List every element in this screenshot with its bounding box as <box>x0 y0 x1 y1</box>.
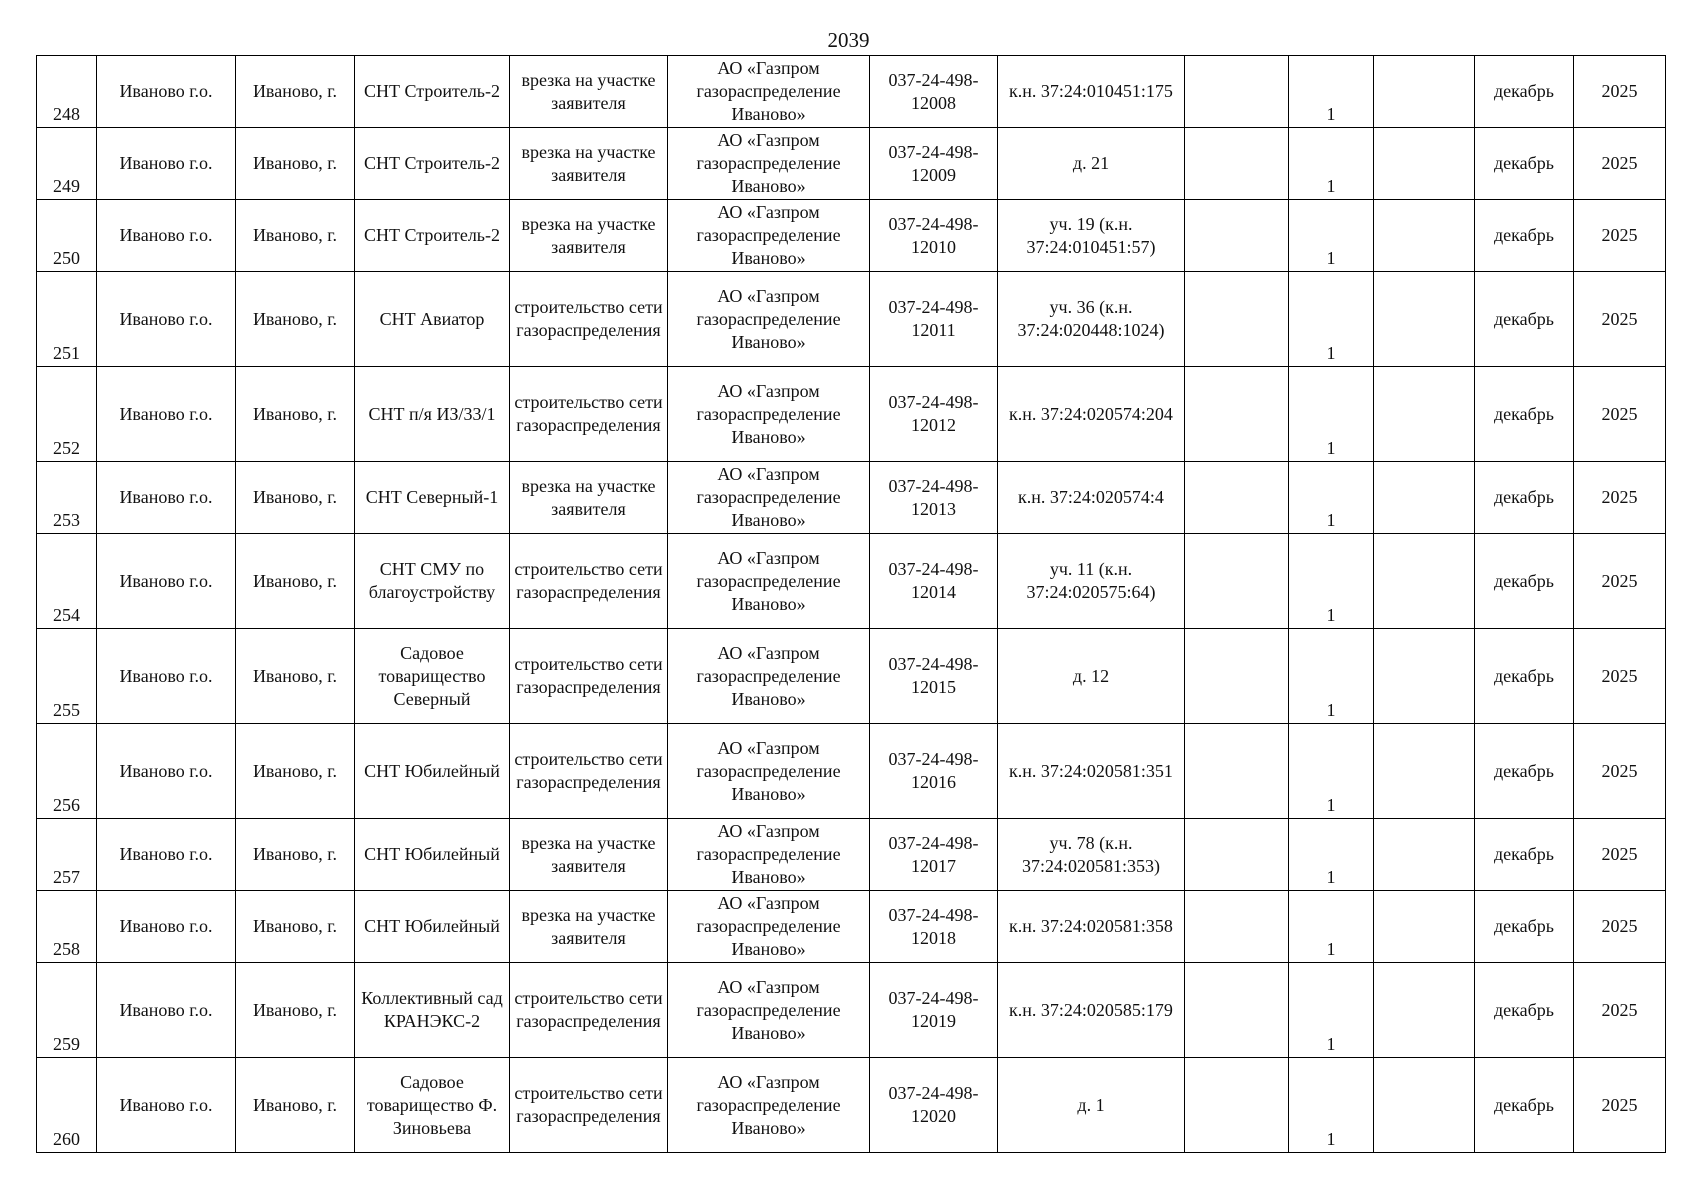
month-cell: декабрь <box>1475 1058 1574 1153</box>
empty-cell <box>1185 367 1289 462</box>
empty-cell <box>1185 534 1289 629</box>
empty-cell <box>1185 462 1289 534</box>
table-row <box>37 891 1666 963</box>
address-cell: к.н. 37:24:020574:204 <box>998 367 1185 462</box>
organization-cell: АО «Газпром газораспределение Иваново» <box>668 724 870 819</box>
district-cell: Иваново г.о. <box>97 56 236 128</box>
count-cell: 1 <box>1289 200 1374 272</box>
empty-cell <box>1185 200 1289 272</box>
settlement-cell: СНТ Авиатор <box>355 272 510 367</box>
year-cell: 2025 <box>1574 819 1666 891</box>
city-cell: Иваново, г. <box>236 128 355 200</box>
address-cell: д. 21 <box>998 128 1185 200</box>
empty-cell <box>1374 819 1475 891</box>
empty-cell <box>1374 963 1475 1058</box>
address-cell: уч. 78 (к.н. 37:24:020581:353) <box>998 819 1185 891</box>
row-number: 252 <box>37 367 97 462</box>
work-type-cell: врезка на участке заявителя <box>510 462 668 534</box>
empty-cell <box>1374 891 1475 963</box>
gasification-schedule-table <box>36 55 1666 1153</box>
settlement-cell: СНТ п/я ИЗ/33/1 <box>355 367 510 462</box>
organization-cell: АО «Газпром газораспределение Иваново» <box>668 891 870 963</box>
empty-cell <box>1185 56 1289 128</box>
count-cell: 1 <box>1289 629 1374 724</box>
work-type-cell: врезка на участке заявителя <box>510 819 668 891</box>
object-code-cell: 037-24-498-12018 <box>870 891 998 963</box>
address-cell: уч. 19 (к.н. 37:24:010451:57) <box>998 200 1185 272</box>
month-cell: декабрь <box>1475 200 1574 272</box>
work-type-cell: врезка на участке заявителя <box>510 200 668 272</box>
year-cell: 2025 <box>1574 1058 1666 1153</box>
row-number: 254 <box>37 534 97 629</box>
month-cell: декабрь <box>1475 128 1574 200</box>
row-number: 259 <box>37 963 97 1058</box>
settlement-cell: Садовое товарищество Северный <box>355 629 510 724</box>
work-type-cell: строительство сети газораспределения <box>510 367 668 462</box>
city-cell: Иваново, г. <box>236 891 355 963</box>
empty-cell <box>1374 462 1475 534</box>
count-cell: 1 <box>1289 367 1374 462</box>
count-cell: 1 <box>1289 534 1374 629</box>
city-cell: Иваново, г. <box>236 724 355 819</box>
table-row <box>37 56 1666 128</box>
object-code-cell: 037-24-498-12012 <box>870 367 998 462</box>
settlement-cell: Коллективный сад КРАНЭКС-2 <box>355 963 510 1058</box>
work-type-cell: строительство сети газораспределения <box>510 963 668 1058</box>
empty-cell <box>1185 891 1289 963</box>
address-cell: к.н. 37:24:020581:358 <box>998 891 1185 963</box>
empty-cell <box>1185 1058 1289 1153</box>
month-cell: декабрь <box>1475 724 1574 819</box>
object-code-cell: 037-24-498-12010 <box>870 200 998 272</box>
district-cell: Иваново г.о. <box>97 367 236 462</box>
row-number: 253 <box>37 462 97 534</box>
address-cell: к.н. 37:24:020581:351 <box>998 724 1185 819</box>
count-cell: 1 <box>1289 56 1374 128</box>
count-cell: 1 <box>1289 1058 1374 1153</box>
district-cell: Иваново г.о. <box>97 462 236 534</box>
table-row <box>37 462 1666 534</box>
address-cell: к.н. 37:24:010451:175 <box>998 56 1185 128</box>
district-cell: Иваново г.о. <box>97 272 236 367</box>
settlement-cell: СНТ Юбилейный <box>355 891 510 963</box>
year-cell: 2025 <box>1574 724 1666 819</box>
count-cell: 1 <box>1289 963 1374 1058</box>
settlement-cell: СНТ Строитель-2 <box>355 128 510 200</box>
table-row <box>37 724 1666 819</box>
empty-cell <box>1374 534 1475 629</box>
object-code-cell: 037-24-498-12017 <box>870 819 998 891</box>
city-cell: Иваново, г. <box>236 629 355 724</box>
address-cell: к.н. 37:24:020574:4 <box>998 462 1185 534</box>
work-type-cell: строительство сети газораспределения <box>510 1058 668 1153</box>
address-cell: д. 1 <box>998 1058 1185 1153</box>
city-cell: Иваново, г. <box>236 200 355 272</box>
district-cell: Иваново г.о. <box>97 629 236 724</box>
organization-cell: АО «Газпром газораспределение Иваново» <box>668 963 870 1058</box>
object-code-cell: 037-24-498-12008 <box>870 56 998 128</box>
organization-cell: АО «Газпром газораспределение Иваново» <box>668 367 870 462</box>
work-type-cell: строительство сети газораспределения <box>510 724 668 819</box>
settlement-cell: СНТ Юбилейный <box>355 819 510 891</box>
year-cell: 2025 <box>1574 200 1666 272</box>
organization-cell: АО «Газпром газораспределение Иваново» <box>668 1058 870 1153</box>
year-cell: 2025 <box>1574 272 1666 367</box>
address-cell: уч. 36 (к.н. 37:24:020448:1024) <box>998 272 1185 367</box>
organization-cell: АО «Газпром газораспределение Иваново» <box>668 56 870 128</box>
count-cell: 1 <box>1289 819 1374 891</box>
city-cell: Иваново, г. <box>236 963 355 1058</box>
year-cell: 2025 <box>1574 963 1666 1058</box>
work-type-cell: строительство сети газораспределения <box>510 272 668 367</box>
object-code-cell: 037-24-498-12011 <box>870 272 998 367</box>
table-row <box>37 128 1666 200</box>
table-row <box>37 367 1666 462</box>
empty-cell <box>1374 272 1475 367</box>
row-number: 251 <box>37 272 97 367</box>
address-cell: к.н. 37:24:020585:179 <box>998 963 1185 1058</box>
month-cell: декабрь <box>1475 272 1574 367</box>
table-row <box>37 819 1666 891</box>
organization-cell: АО «Газпром газораспределение Иваново» <box>668 629 870 724</box>
district-cell: Иваново г.о. <box>97 891 236 963</box>
month-cell: декабрь <box>1475 819 1574 891</box>
district-cell: Иваново г.о. <box>97 724 236 819</box>
page-number: 2039 <box>827 28 870 52</box>
address-cell: уч. 11 (к.н. 37:24:020575:64) <box>998 534 1185 629</box>
month-cell: декабрь <box>1475 462 1574 534</box>
district-cell: Иваново г.о. <box>97 200 236 272</box>
table-row <box>37 200 1666 272</box>
object-code-cell: 037-24-498-12014 <box>870 534 998 629</box>
month-cell: декабрь <box>1475 963 1574 1058</box>
count-cell: 1 <box>1289 128 1374 200</box>
month-cell: декабрь <box>1475 629 1574 724</box>
organization-cell: АО «Газпром газораспределение Иваново» <box>668 462 870 534</box>
object-code-cell: 037-24-498-12015 <box>870 629 998 724</box>
empty-cell <box>1185 272 1289 367</box>
row-number: 258 <box>37 891 97 963</box>
row-number: 255 <box>37 629 97 724</box>
row-number: 248 <box>37 56 97 128</box>
empty-cell <box>1374 1058 1475 1153</box>
year-cell: 2025 <box>1574 891 1666 963</box>
organization-cell: АО «Газпром газораспределение Иваново» <box>668 534 870 629</box>
empty-cell <box>1374 367 1475 462</box>
year-cell: 2025 <box>1574 629 1666 724</box>
table-row <box>37 963 1666 1058</box>
year-cell: 2025 <box>1574 534 1666 629</box>
organization-cell: АО «Газпром газораспределение Иваново» <box>668 200 870 272</box>
city-cell: Иваново, г. <box>236 819 355 891</box>
empty-cell <box>1185 819 1289 891</box>
count-cell: 1 <box>1289 724 1374 819</box>
empty-cell <box>1374 128 1475 200</box>
settlement-cell: СНТ Северный-1 <box>355 462 510 534</box>
object-code-cell: 037-24-498-12020 <box>870 1058 998 1153</box>
settlement-cell: Садовое товарищество Ф. Зиновьева <box>355 1058 510 1153</box>
empty-cell <box>1374 200 1475 272</box>
count-cell: 1 <box>1289 891 1374 963</box>
work-type-cell: строительство сети газораспределения <box>510 534 668 629</box>
district-cell: Иваново г.о. <box>97 128 236 200</box>
settlement-cell: СНТ Строитель-2 <box>355 200 510 272</box>
district-cell: Иваново г.о. <box>97 963 236 1058</box>
row-number: 249 <box>37 128 97 200</box>
organization-cell: АО «Газпром газораспределение Иваново» <box>668 272 870 367</box>
count-cell: 1 <box>1289 462 1374 534</box>
empty-cell <box>1185 629 1289 724</box>
year-cell: 2025 <box>1574 462 1666 534</box>
year-cell: 2025 <box>1574 367 1666 462</box>
settlement-cell: СНТ Строитель-2 <box>355 56 510 128</box>
organization-cell: АО «Газпром газораспределение Иваново» <box>668 128 870 200</box>
empty-cell <box>1374 724 1475 819</box>
settlement-cell: СНТ СМУ по благоустройству <box>355 534 510 629</box>
row-number: 256 <box>37 724 97 819</box>
table-row <box>37 272 1666 367</box>
city-cell: Иваново, г. <box>236 534 355 629</box>
object-code-cell: 037-24-498-12016 <box>870 724 998 819</box>
count-cell: 1 <box>1289 272 1374 367</box>
object-code-cell: 037-24-498-12019 <box>870 963 998 1058</box>
address-cell: д. 12 <box>998 629 1185 724</box>
table-row <box>37 1058 1666 1153</box>
city-cell: Иваново, г. <box>236 1058 355 1153</box>
year-cell: 2025 <box>1574 128 1666 200</box>
district-cell: Иваново г.о. <box>97 534 236 629</box>
work-type-cell: строительство сети газораспределения <box>510 629 668 724</box>
object-code-cell: 037-24-498-12009 <box>870 128 998 200</box>
table-row <box>37 629 1666 724</box>
city-cell: Иваново, г. <box>236 367 355 462</box>
empty-cell <box>1185 963 1289 1058</box>
month-cell: декабрь <box>1475 891 1574 963</box>
empty-cell <box>1185 724 1289 819</box>
city-cell: Иваново, г. <box>236 272 355 367</box>
empty-cell <box>1185 128 1289 200</box>
object-code-cell: 037-24-498-12013 <box>870 462 998 534</box>
organization-cell: АО «Газпром газораспределение Иваново» <box>668 819 870 891</box>
city-cell: Иваново, г. <box>236 56 355 128</box>
row-number: 250 <box>37 200 97 272</box>
row-number: 260 <box>37 1058 97 1153</box>
work-type-cell: врезка на участке заявителя <box>510 56 668 128</box>
year-cell: 2025 <box>1574 56 1666 128</box>
empty-cell <box>1374 56 1475 128</box>
empty-cell <box>1374 629 1475 724</box>
row-number: 257 <box>37 819 97 891</box>
settlement-cell: СНТ Юбилейный <box>355 724 510 819</box>
district-cell: Иваново г.о. <box>97 819 236 891</box>
table-row <box>37 534 1666 629</box>
district-cell: Иваново г.о. <box>97 1058 236 1153</box>
city-cell: Иваново, г. <box>236 462 355 534</box>
work-type-cell: врезка на участке заявителя <box>510 891 668 963</box>
month-cell: декабрь <box>1475 56 1574 128</box>
month-cell: декабрь <box>1475 367 1574 462</box>
work-type-cell: врезка на участке заявителя <box>510 128 668 200</box>
month-cell: декабрь <box>1475 534 1574 629</box>
